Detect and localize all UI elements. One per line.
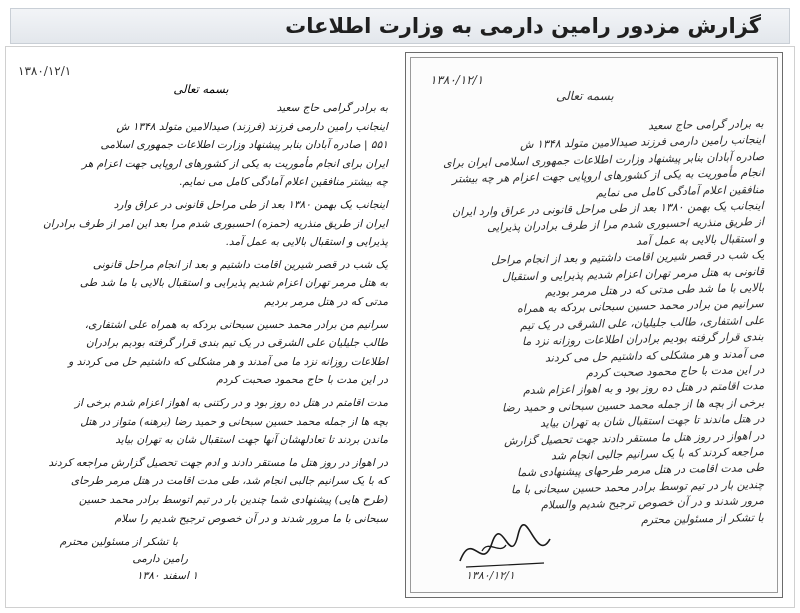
typed-letter-line: ۵۵۱ | صادره آبادان بنابر پیشنهاد وزارت اطلاعات جمهوری اسلامی bbox=[100, 139, 388, 152]
typed-letter-closing-line: با تشکر از مسئولین محترم bbox=[59, 536, 178, 548]
typed-letter-line: در این مدت با حاج محمود صحبت کردم bbox=[216, 374, 388, 387]
typed-letter-closing-line: ۱ اسفند ۱۳۸۰ bbox=[136, 570, 198, 582]
typed-letter-line: ایران از طریق منذریه (حمزه) احسبوری شدم مرا بعد این امر از طرف برادران bbox=[43, 217, 388, 230]
handwritten-letter-line: در هتل ماندند تا جهت استقبال شان به تهران بیاید bbox=[539, 412, 765, 430]
handwritten-letter-line: صادره آبادان بنابر پیشنهاد وزارت اطلاعات جمهوری اسلامی ایران برای bbox=[442, 149, 765, 170]
handwritten-letter-line: مدت اقامتم در هتل ده روز بود و به اهواز اعزام شدم bbox=[522, 379, 765, 398]
typed-letter-line: اطلاعات روزانه نزد ما می آمدند و هر مشکلی که داشتیم حل می کردند و bbox=[68, 355, 388, 368]
typed-letter-line: به هتل مرمر تهران اعزام شدیم پذیرایی و استقبال بالایی با ما شد طی bbox=[79, 277, 388, 290]
handwritten-letter-line: اینجانب یک بهمن ۱۳۸۰ بعد از طی مراحل قانونی در عراق وارد ایران bbox=[452, 199, 765, 219]
handwritten-letter-line: مراجعه کردند که با یک سرانیم جالبی انجام شد bbox=[551, 445, 765, 463]
handwritten-letter-line: در این مدت با حاج محمود صحبت کردم bbox=[585, 363, 765, 380]
typed-letter-line: طالب جلیلیان علی الشرقی در یک تیم بندی قرار گرفته بودیم برادران bbox=[86, 337, 388, 350]
handwritten-letter-line: طی مدت اقامت در هتل مرمر طرحهای پیشنهادی شما bbox=[517, 461, 765, 480]
handwritten-letter-line: و استقبال بالایی به عمل آمد bbox=[635, 231, 765, 248]
handwritten-letter-line: با تشکر از مسئولین محترم bbox=[641, 510, 765, 527]
typed-letter-line: اینجانب رامین دارمی فرزند (فرزند) صیدالامین متولد ۱۳۴۸ ش bbox=[116, 120, 388, 133]
handwritten-letter-basmala: بسمه تعالی bbox=[556, 89, 614, 103]
typed-letter-line: ایران برای انجام مأموریت به یکی از کشورهای اروپایی جهت اعزام هر bbox=[81, 157, 388, 170]
handwritten-letter-date: ۱۳۸۰/۱۲/۱ bbox=[430, 73, 484, 87]
typed-letter-date: ۱۳۸۰/۱۲/۱ bbox=[18, 64, 72, 78]
handwritten-letter-line: علی اشتفاری، طالب جلیلیان، علی الشرقی در یک تیم bbox=[519, 313, 765, 332]
title-banner bbox=[10, 8, 790, 44]
typed-letter-line: اینجانب یک بهمن ۱۳۸۰ بعد از طی مراحل قانونی در عراق وارد bbox=[113, 199, 388, 211]
typed-letter-line: ماندن بردند تا تعادلهشان آنها جهت استقبال شان به تهران بیاید bbox=[115, 434, 388, 447]
typed-letter-line: (طرح هایی) پیشنهادی شما چندین بار در تیم اتوسط برادر محمد حسین bbox=[78, 494, 388, 506]
handwritten-letter-line: بالایی با ما شد طی مدتی که در هتل مرمر بودیم bbox=[544, 281, 765, 299]
signature-date: ۱۳۸۰/۱۲/۱ bbox=[466, 569, 515, 582]
typed-letter-line: پذیرایی و استقبال بالایی به عمل آمد. bbox=[225, 236, 388, 249]
handwritten-letter-line: سرانیم من برادر محمد حسین سبحانی بردکه به همراه bbox=[517, 297, 765, 316]
typed-letter-line: چه بیشتر منافقین اعلام آمادگی کامل می نمایم. bbox=[179, 176, 388, 189]
handwritten-letter-line: از طریق منذریه احسبوری شدم مرا از طرف برادران پذیرایی bbox=[486, 215, 765, 235]
typed-letter-basmala: بسمه تعالی bbox=[173, 82, 229, 96]
typed-letter-line: سرانیم من برادر محمد حسین سبحانی بردکه به همراه علی اشتفاری، bbox=[84, 318, 388, 331]
handwritten-letter-line: انجام مأموریت به یکی از کشورهای اروپایی جهت اعزام هر چه بیشتر bbox=[451, 166, 765, 186]
handwritten-letter-line: می آمدند و هر مشکلی که داشتیم حل می کردند bbox=[544, 346, 765, 365]
handwritten-letter-line: بندی قرار گرفته بودیم برادران اطلاعات روزانه نزد ما bbox=[522, 330, 765, 349]
typed-letter bbox=[14, 58, 388, 588]
typed-letter-closing-line: رامین دارمی bbox=[132, 553, 188, 565]
handwritten-letter-line: مرور شدند و در آن خصوص ترجیح شدیم والسلام bbox=[540, 494, 765, 512]
handwritten-letter-line: منافقین اعلام آمادگی کامل می نمایم bbox=[595, 182, 765, 200]
typed-letter-line: یک شب در قصر شیرین اقامت داشتیم و بعد از انجام مراحل قانونی bbox=[92, 258, 388, 271]
typed-letter-line: مدت اقامتم در هتل ده روز بود و در رکتنی به اهواز اعزام شدم برخی از bbox=[74, 397, 388, 409]
typed-letter-line: بچه ها از جمله محمد حسین سبحانی و حمید رضا (برهنه) متواز در هتل bbox=[80, 415, 388, 428]
typed-letter-line: سبحانی با ما مرور شدند و در آن خصوص ترجیح شدیم را سلام bbox=[114, 512, 388, 525]
handwritten-letter-line: در اهواز در روز هتل ما مستقر دادند جهت تحصیل گزارش bbox=[503, 428, 765, 448]
typed-letter-line: در اهواز در روز هتل ما مستقر دادند و ادم جهت تحصیل گزارش مراجعه کردند bbox=[48, 456, 388, 469]
handwritten-letter bbox=[405, 52, 783, 598]
handwritten-letter-line: یک شب در قصر شیرین اقامت داشتیم و بعد از انجام مراحل bbox=[490, 248, 765, 267]
page-title: گزارش مزدور رامین دارمی به وزارت اطلاعات bbox=[285, 14, 761, 38]
handwritten-letter-line: برخی از بچه ها از جمله محمد حسین سبحانی و حمید رضا bbox=[501, 395, 765, 415]
handwritten-letter-line: قانونی به هتل مرمر تهران اعزام شدیم پذیرایی و استقبال bbox=[501, 264, 765, 284]
typed-letter-line: مدتی که در هتل مرمر بردیم bbox=[264, 296, 388, 308]
typed-letter-line: که با یک سرانیم جالبی انجام شد، طی مدت اقامت در هتل مرمر طرحای bbox=[70, 475, 388, 488]
handwritten-letter-line: به برادر گرامی حاج سعید bbox=[648, 117, 765, 133]
handwritten-letter-line: چندین بار در تیم توسط برادر محمد حسین سبحانی با ما bbox=[510, 477, 765, 497]
handwritten-letter-line: اینجانب رامین دارمی فرزند صیدالامین متولد ۱۳۴۸ ش bbox=[519, 133, 765, 152]
typed-letter-line: به برادر گرامی حاج سعید bbox=[276, 102, 388, 114]
